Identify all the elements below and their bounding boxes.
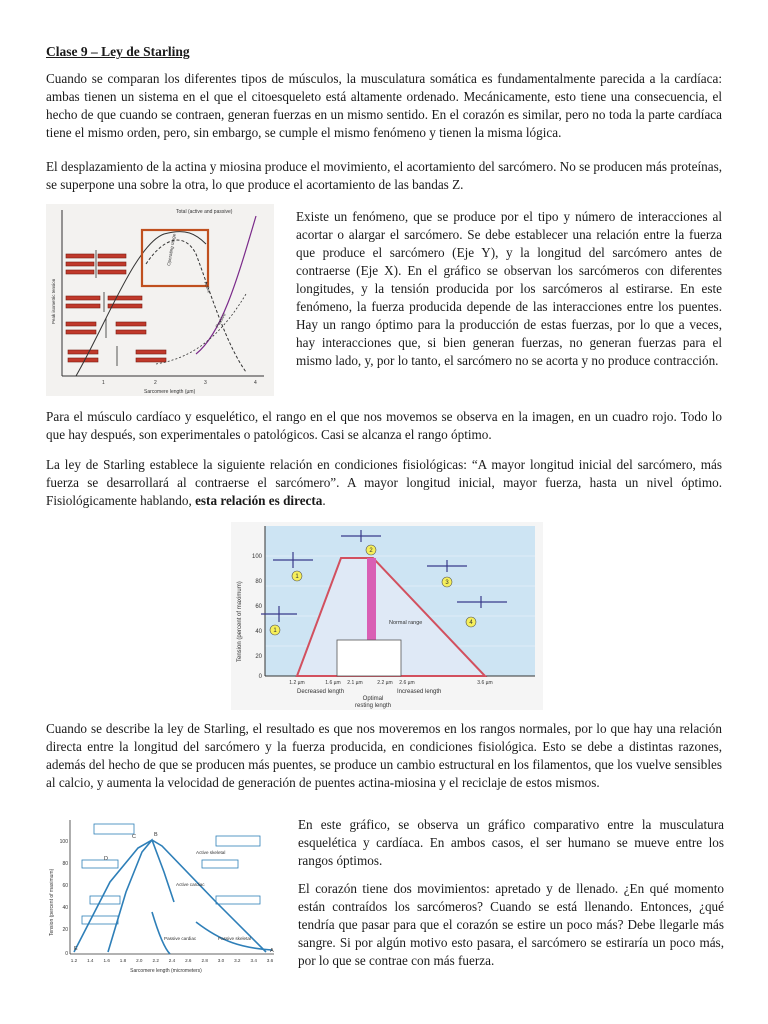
fig3-xtick: 2.2 <box>152 958 159 963</box>
paragraph-intro: Cuando se comparan los diferentes tipos de músculos, la musculatura somática es fundamentalmente parecida a la cardíaca: ambas tienen un sistema en el que el citoesqueleto está altamente ordenado. Mecánicamente, esto tiene una consecuencia, el hecho de que cuando se contraen, generan fuerzas en un mismo sentido. En el corazón es similar, pero no toda la parte cardíaca tiene el mismo orden, pero, sin embargo, se cumple el mismo fenómeno y tienen la misma lógica. <box>46 71 722 140</box>
fig3-xtick: 1.4 <box>87 958 94 963</box>
fig3-active-cardiac: Active cardiac <box>176 882 205 887</box>
fig1-x-axis-label: Sarcomere length (µm) <box>144 389 196 395</box>
fig1-passive-label: Passive <box>214 312 227 329</box>
fig3-xtick: 1.6 <box>103 958 110 963</box>
fig3-xtick: 1.2 <box>70 958 78 963</box>
paragraph-starling-law: La ley de Starling establece la siguiente relación en condiciones fisiológicas: “A mayor longitud inicial del sarcómero, más fuerza se desarrollará al contraerse el sarcómero”. A mayor longitud inicial, mayor fuerza, hasta un nivel óptimo. Fisiológicamente hablando, esta relación es directa. <box>46 457 722 508</box>
paragraph-phenomenon: Existe un fenómeno, que se produce por el tipo y número de interacciones al acortar o alargar el sarcómero. Se debe establecer una relación entre la fuerza que produce el sarcómero (Eje Y), y la longitud del sarcómero antes de contraerse (Eje X). En el gráfico se observan los sarcómeros con diferentes longitudes, y la tensión producida por los sarcómeros al estirarse. En este fenómeno, la fuerza producida depende de las interacciones entre los puentes. Hay un rango óptimo para la producción de estas fuerzas, por lo que a veces, hay interacciones que, si bien generan fuerzas, no generan fuerzas para el mismo lado, y, por lo tanto, el sarcómero no se acorta y no produce contracción. <box>296 209 722 368</box>
fig3-xtick: 3.2 <box>234 958 241 963</box>
fig3-passive-skeletal: Passive skeletal <box>218 936 251 941</box>
fig2-normal-range-box <box>337 640 401 676</box>
fig3-ytick: 0 <box>65 951 68 957</box>
fig1-xtick: 3 <box>204 380 207 386</box>
fig3-xtick: 2.8 <box>201 958 208 963</box>
fig2-marker: 3 <box>445 580 449 586</box>
fig3-ytick: 20 <box>62 927 68 933</box>
fig3-active-skeletal: Active skeletal <box>196 850 226 855</box>
fig3-passive-cardiac: Passive cardiac <box>164 936 197 941</box>
fig1-xtick: 2 <box>154 380 157 386</box>
fig3-xtick: 3.6 <box>266 958 274 963</box>
fig2-marker: 4 <box>469 620 473 626</box>
fig2-ytick: 0 <box>258 674 262 680</box>
fig3-xtick: 1.8 <box>119 958 127 963</box>
fig2-ytick: 60 <box>255 604 262 610</box>
fig2-length-tick: 2.6 µm <box>399 680 415 686</box>
fig1-curve-label: Total (active and passive) <box>176 209 233 215</box>
starling-law-text: La ley de Starling establece la siguiente relación en condiciones fisiológicas: “A mayor longitud inicial del sarcómero, más fuerza se desarrollará al contraerse el sarcómero”. A mayor longitud inicial, mayor fuerza, hasta un nivel óptimo. Fisiológicamente hablando, <box>46 457 722 508</box>
fig3-ytick: 60 <box>62 883 68 889</box>
fig3-ytick: 40 <box>62 905 68 911</box>
fig2-marker: 1 <box>273 628 277 634</box>
fig3-xtick: 2.4 <box>168 958 176 963</box>
fig2-ytick: 40 <box>255 629 262 635</box>
page-title: Clase 9 – Ley de Starling <box>46 44 190 59</box>
fig2-optimal-label: Optimal <box>362 696 384 702</box>
fig2-ytick: 80 <box>255 579 262 585</box>
fig1-active-label: Active <box>203 280 212 294</box>
fig1-xtick: 1 <box>102 380 105 386</box>
figure-length-tension <box>231 522 543 710</box>
fig2-increased-label: Increased length <box>397 689 442 695</box>
paragraph-actin-myosin: El desplazamiento de la actina y miosina produce el movimiento, el acortamiento del sarcómero. No se producen más proteínas, se superpone una sobre la otra, lo que produce el acortamiento de las bandas Z. <box>46 159 722 192</box>
fig2-marker: 1 <box>295 574 299 580</box>
fig3-ytick: 80 <box>62 861 68 867</box>
fig3-letter: A <box>270 948 274 954</box>
fig2-decreased-label: Decreased length <box>297 689 345 695</box>
fig2-length-tick: 1.6 µm <box>325 680 341 686</box>
paragraph-range: Para el músculo cardíaco y esquelético, el rango en el que nos movemos se observa en la imagen, en un cuadro rojo. Todo lo que hay después, son experimentales o patológicos. Casi se alcanza el rango óptimo. <box>46 409 722 442</box>
fig3-y-axis-label: Tension (percent of maximum) <box>49 868 55 936</box>
fig1-operating-range-label: Operating range <box>166 233 177 267</box>
fig2-length-tick: 1.2 µm <box>289 680 305 686</box>
paragraph-comparison: En este gráfico, se observa un gráfico comparativo entre la musculatura esquelética y cardíaca. En ambos casos, el ser humano se mueve entre los rangos óptimos. <box>298 817 724 868</box>
starling-law-bold: esta relación es directa <box>195 493 323 508</box>
fig2-normal-range-label: Normal range <box>389 620 423 626</box>
paragraph-starling-description: Cuando se describe la ley de Starling, el resultado es que nos moveremos en los rangos normales, por lo que hay una relación directa entre la longitud del sarcómero y la fuerza producida, en condiciones fisiológica. Esto se debe a distintas razones, además del hecho de que se producen más puentes, se produce un cambio estructural en los filamentos, que los vuelve sensibles al calcio, y aumenta la velocidad de generación de puentes actina-miosina y el reciclaje de estos mismos. <box>46 721 722 790</box>
fig3-xtick: 3.0 <box>217 958 225 963</box>
fig2-length-tick: 2.2 µm <box>377 680 393 686</box>
fig3-xtick: 3.4 <box>250 958 257 963</box>
fig3-x-axis-label: Sarcomere length (micrometers) <box>130 968 202 974</box>
fig3-xtick: 2.0 <box>136 958 143 963</box>
fig2-length-tick: 3.6 µm <box>477 680 493 686</box>
fig3-letter: E <box>74 946 78 952</box>
fig3-letter: B <box>154 832 158 838</box>
fig3-ytick: 100 <box>59 839 68 845</box>
figure-skeletal-cardiac <box>46 812 278 976</box>
fig2-y-axis-label: Tension (percent of maximum) <box>237 581 243 662</box>
fig2-ytick: 100 <box>251 554 262 560</box>
fig3-letter: D <box>104 856 108 862</box>
fig3-xtick: 2.6 <box>185 958 192 963</box>
figure-sarcomere-tension <box>46 204 274 396</box>
paragraph-heart-movements: El corazón tiene dos movimientos: apretado y de llenado. ¿En qué momento están contraídos los sarcómeros? Cuando se está llenando. Entonces, ¿qué tendría que pasar para que el corazón se estire un poco más? Debe llegarle más sangre. Si por algún motivo esto pasara, el sarcómero se estiraría un poco más, por lo que se contrae con más fuerza. <box>298 881 724 968</box>
fig2-ytick: 20 <box>255 654 262 660</box>
fig2-marker: 2 <box>369 548 373 554</box>
fig2-optimal-label: resting length <box>354 703 392 709</box>
fig1-y-axis-label: Peak isometric tension <box>51 278 56 324</box>
fig3-letter: C <box>132 834 136 840</box>
fig1-xtick: 4 <box>254 380 257 386</box>
fig2-length-tick: 2.1 µm <box>347 680 363 686</box>
